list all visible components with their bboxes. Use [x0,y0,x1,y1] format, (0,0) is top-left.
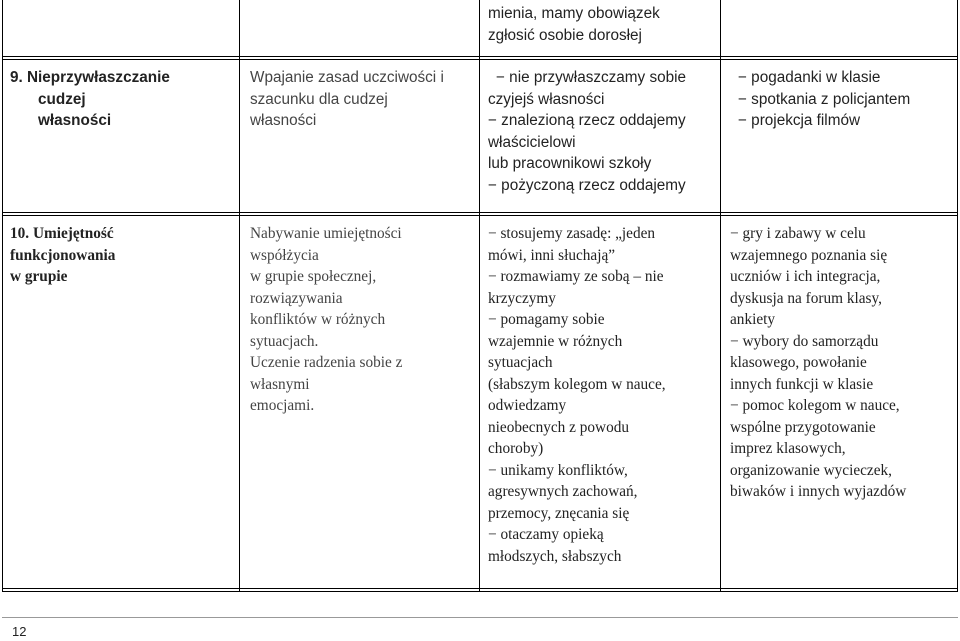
cell-line: zgłosić osobie dorosłej [488,26,642,44]
curriculum-table [2,0,958,592]
cell-line: organizowanie wycieczek, [730,461,892,479]
cell-line: (słabszym kolegom w nauce, [488,375,666,393]
row2-col1 [2,220,238,288]
cell-line: cudzej [38,90,86,108]
table-rule [239,0,240,592]
table-rule [2,588,958,589]
cell-line: własnymi [250,375,310,393]
cell-line: biwaków i innych wyjazdów [730,483,907,500]
cell-line: odwiedzamy [488,397,567,414]
cell-line: uczniów i ich integracja, [730,268,881,285]
cell-line: dyskusja na forum klasy, [730,289,882,307]
cell-line: agresywnych zachowań, [488,483,638,500]
cell-line: krzyczymy [488,289,556,307]
cell-line: własności [250,112,317,129]
row1-col1 [2,64,238,132]
cell-line: 9. Nieprzywłaszczanie [10,69,170,86]
cell-line: Nabywanie umiejętności [250,225,402,242]
cell-line: młodszych, słabszych [488,547,622,565]
table-rule [720,0,721,592]
cell-line: − pogadanki w klasie [738,69,881,86]
cell-line: klasowego, powołanie [730,354,867,371]
row1-col3 [480,64,720,196]
cell-line: − wybory do samorządu [730,332,879,350]
cell-line: − unikamy konfliktów, [488,461,628,479]
table-rule [2,59,958,60]
row1-col4 [722,64,958,132]
cell-line: wspólne przygotowanie [730,418,876,436]
cell-line: wzajemnego poznania się [730,246,888,264]
cell-line: sytuacjach [488,354,553,371]
cell-line: konfliktów w różnych [250,311,386,328]
cell-line: właścicielowi [488,133,576,151]
cell-line: − pomoc kolegom w nauce, [730,397,900,414]
cell-line: w grupie [10,268,68,285]
cell-line: − stosujemy zasadę: „jeden [488,225,656,242]
cell-line: wzajemnie w różnych [488,332,623,350]
cell-line: ankiety [730,311,776,328]
table-rule [2,215,958,216]
row2-col3 [480,220,720,567]
cell-line: − znalezioną rzecz oddajemy [488,112,686,129]
page-number: 12 [12,624,27,639]
table-rule [2,212,958,213]
cell-line: emocjami. [250,397,315,414]
cell-line: imprez klasowych, [730,440,846,457]
cell-line: − gry i zabawy w celu [730,225,866,242]
row2-col4 [722,220,958,503]
cell-line: czyjejś własności [488,90,605,108]
cell-line: funkcjonowania [10,246,116,264]
cell-line: innych funkcji w klasie [730,375,874,393]
cell-line: sytuacjach. [250,332,319,350]
cell-line: choroby) [488,440,544,457]
cell-line: 10. Umiejętność [10,225,114,242]
cell-line: − pożyczoną rzecz oddajemy [488,176,686,194]
cell-line: przemocy, znęcania się [488,504,630,522]
cell-line: − pomagamy sobie [488,311,605,328]
cell-line: − projekcja filmów [738,112,860,129]
cell-line: Uczenie radzenia sobie z [250,354,403,371]
cell-line: − nie przywłaszczamy sobie [496,69,687,86]
cell-line: współżycia [250,246,319,264]
table-rule [2,0,3,592]
cell-line: − spotkania z policjantem [738,90,911,108]
table-rule [957,0,958,592]
cell-line: mienia, mamy obowiązek [488,5,660,22]
table-rule [2,56,958,57]
cell-line: własności [38,112,112,129]
footer-rule [2,617,958,618]
cell-line: lub pracownikowi szkoły [488,155,652,172]
cell-line: Wpajanie zasad uczciwości i [250,69,444,86]
table-rule [2,591,958,592]
cell-line: − otaczamy opieką [488,526,604,543]
row1-col2 [242,64,478,132]
cell-line: szacunku dla cudzej [250,90,388,108]
row2-col2 [242,220,478,417]
table-rule [479,0,480,592]
cell-line: w grupie społecznej, [250,268,377,285]
cell-line: rozwiązywania [250,289,343,307]
cell-line: nieobecnych z powodu [488,418,630,436]
cell-line: mówi, inni słuchają” [488,246,616,264]
cell-line: − rozmawiamy ze sobą – nie [488,268,664,285]
row0-col3 [480,0,720,46]
